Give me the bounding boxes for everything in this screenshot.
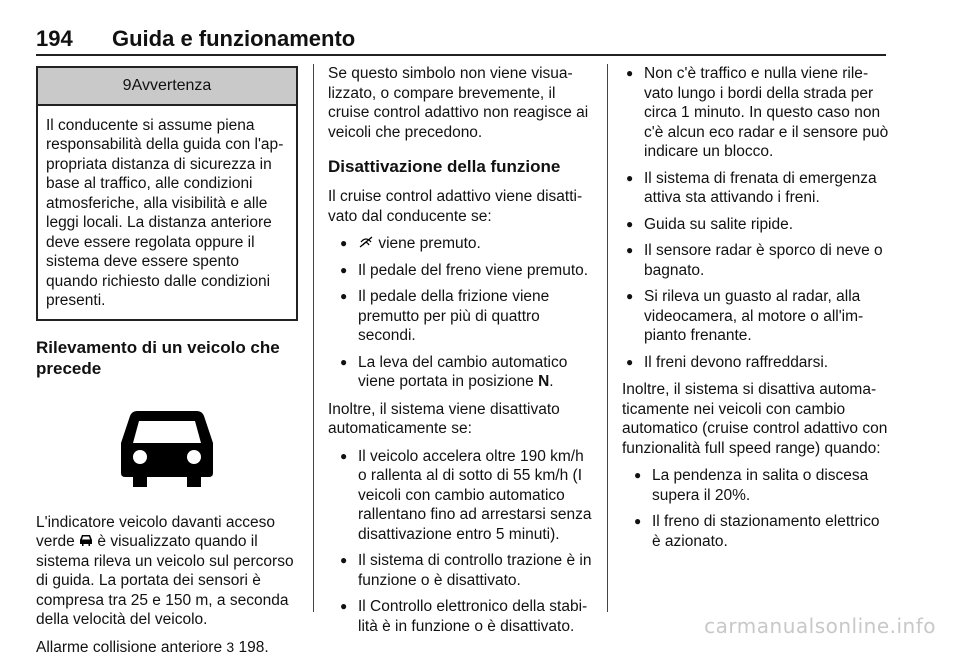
bullet-list	[328, 447, 596, 637]
column-left	[36, 64, 298, 665]
paragraph: Inoltre, il sistema si disattiva automaticamente nei veicoli con cambio automatico (cruise control adattivo con funzionalità full speed range) quando:	[622, 381, 888, 457]
column-right	[622, 64, 890, 559]
paragraph: Se questo simbolo non viene visualizzato, o compare brevemente, il cruise control adattivo non reagisce ai veicoli che precedono.	[328, 65, 589, 141]
list-item: ● Guida su salite ripide.	[622, 215, 890, 235]
list-item: ● Non c'è traffico e nulla viene rilevato lungo i bordi della strada per circa 1 minuto. In questo caso non c'è alcun eco radar e il sensore può indicare un blocco.	[622, 64, 890, 162]
bullet-list	[622, 64, 890, 372]
list-item: ● Il sistema di controllo trazione è in funzione o è disattivato.	[336, 551, 596, 590]
list-item: ● Il Controllo elettronico della stabilità è in funzione o è disattivato.	[336, 597, 596, 636]
car-front-icon	[36, 393, 298, 499]
list-item: ● viene premuto.	[336, 234, 596, 254]
list-item: ● Il pedale del freno viene premuto.	[336, 261, 596, 281]
list-item: ● Il freni devono raffreddarsi.	[622, 353, 890, 373]
warning-icon: 9	[122, 77, 132, 94]
paragraph: Il cruise control adattivo viene disattivato dal conducente se:	[328, 188, 583, 225]
warning-text: Il conducente si assume piena responsabilità della guida con l'appropriata distanza di sicurezza in base al traffico, alle condizioni atmosferiche, alla visibilità e alle leggi locali. La distanza anteriore deve essere regolata oppure il sistema deve essere spento quando richiesto dalle condizioni presenti.	[46, 116, 284, 309]
paragraph: Inoltre, il sistema viene disattivato automaticamente se:	[328, 400, 560, 437]
paragraph: Allarme collisione anteriore 3 198.	[36, 638, 269, 656]
bullet-list	[328, 234, 596, 392]
list-item: ● Il pedale della frizione viene premutto per più di quattro secondi.	[336, 287, 596, 346]
list-item: ● La pendenza in salita o discesa supera il 20%.	[630, 466, 890, 505]
reference-arrow-icon: 3	[226, 638, 235, 655]
page-header	[36, 22, 886, 56]
paragraph: L'indicatore veicolo davanti acceso verde è visualizzato quando il sistema rileva un veicolo sul percorso di guida. La portata dei sensori è compresa tra 25 e 150 m, a seconda della velocità del veicolo.	[36, 513, 294, 628]
section-heading: Disattivazione della funzione	[328, 157, 561, 176]
list-item: ● Il freno di stazionamento elettrico è azionato.	[630, 512, 890, 551]
cruise-control-icon	[358, 235, 378, 252]
watermark: carmanualsonline.info	[704, 614, 936, 638]
warning-title: Avvertenza	[131, 77, 212, 94]
page-title: Guida e funzionamento	[112, 26, 356, 51]
section-heading: Rilevamento di un veicolo che precede	[36, 337, 280, 378]
list-item: ● Il sistema di frenata di emergenza attiva sta attivando i freni.	[622, 169, 890, 208]
warning-header	[38, 68, 296, 106]
page-number: 194	[36, 26, 73, 51]
list-item: ● La leva del cambio automatico viene portata in posizione N.	[336, 353, 596, 392]
list-item: ● Si rileva un guasto al radar, alla videocamera, al motore o all'impianto frenante.	[622, 287, 890, 346]
list-item: ● Il veicolo accelera oltre 190 km/h o rallenta al di sotto di 55 km/h (I veicoli con cambio automatico rallentano fino ad arrestarsi senza disattivazione entro 5 minuti).	[336, 447, 596, 545]
car-small-icon	[79, 533, 97, 550]
column-middle	[328, 64, 596, 644]
bullet-list	[622, 466, 890, 551]
list-item: ● Il sensore radar è sporco di neve o bagnato.	[622, 241, 890, 280]
column-divider	[313, 64, 314, 612]
column-divider	[607, 64, 608, 612]
warning-box	[36, 66, 298, 321]
